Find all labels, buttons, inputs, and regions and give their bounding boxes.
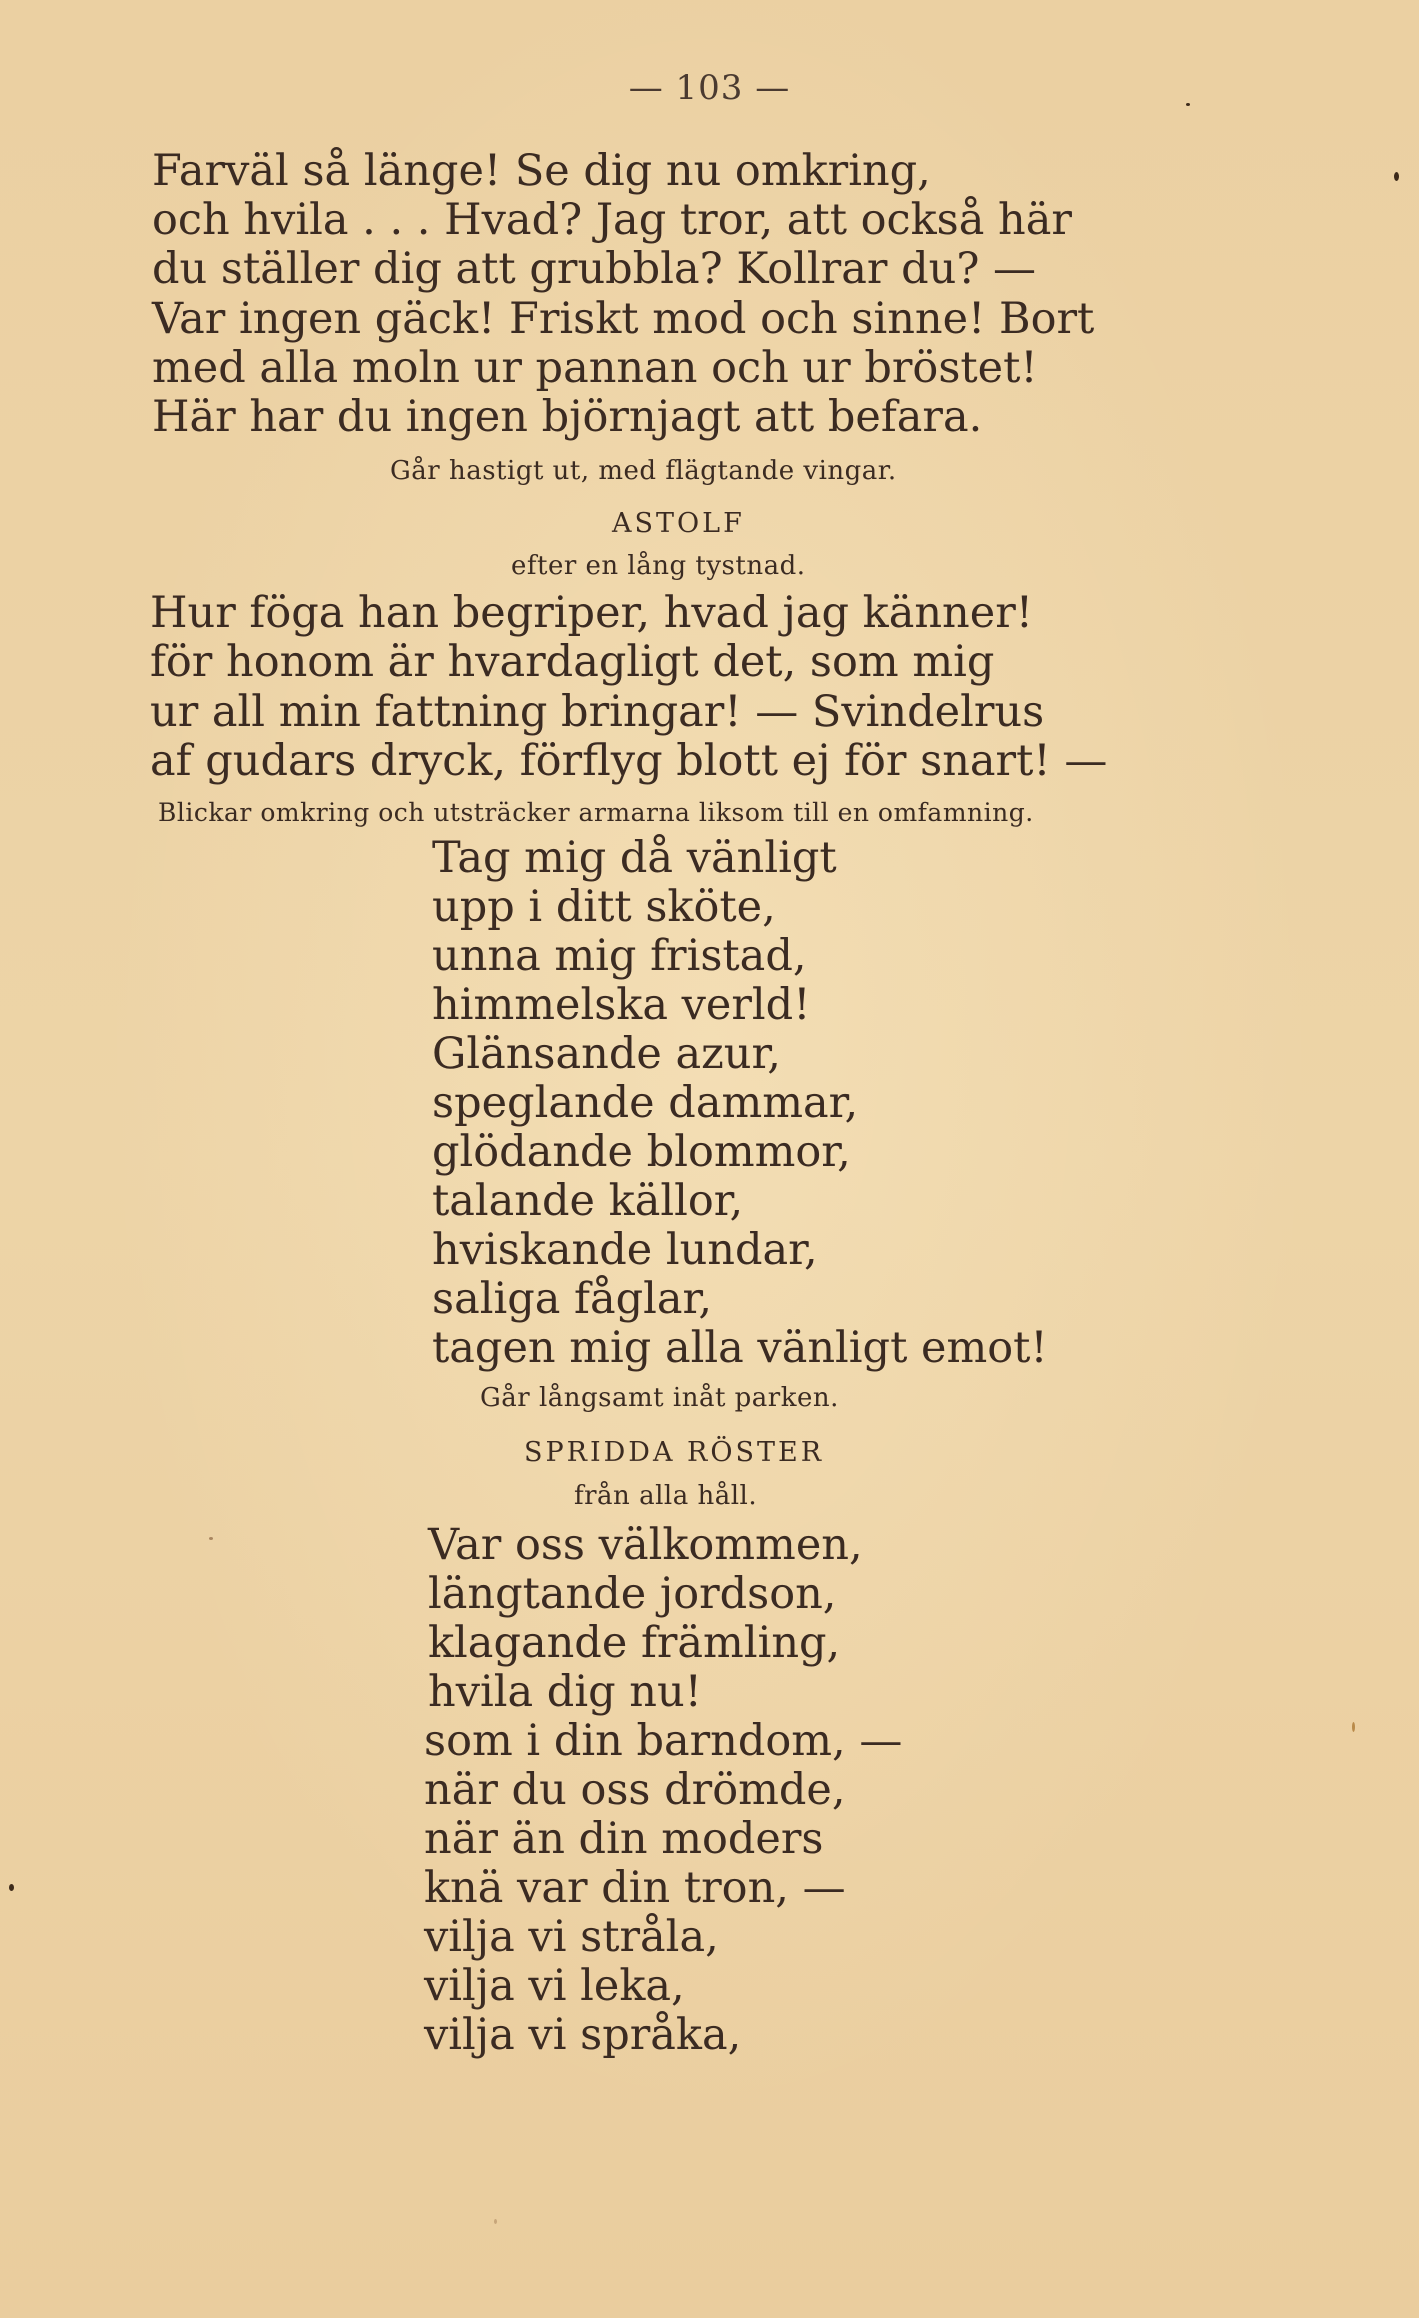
verse-line: vilja vi stråla, (424, 1912, 719, 1962)
verse-line: ur all min fattning bringar! — Svindelrus (150, 687, 1045, 737)
ink-speck (1394, 172, 1399, 181)
ink-speck (1186, 103, 1190, 106)
verse-line: Tag mig då vänligt (432, 833, 837, 883)
verse-line: för honom är hvardagligt det, som mig (150, 637, 995, 687)
verse-line: längtande jordson, (428, 1569, 837, 1619)
ink-speck (1352, 1722, 1355, 1732)
stage-direction: Går hastigt ut, med flägtande vingar. (390, 456, 897, 486)
verse-line: när än din moders (424, 1814, 824, 1864)
verse-line: när du oss drömde, (424, 1765, 846, 1815)
speaker-direction: från alla håll. (574, 1481, 758, 1511)
speaker-direction: efter en lång tystnad. (511, 551, 806, 581)
page-number: — 103 — (628, 68, 791, 108)
ink-speck (209, 1537, 213, 1540)
ink-speck (9, 1884, 14, 1891)
verse-line: du ställer dig att grubbla? Kollrar du? — (152, 244, 1037, 294)
verse-line: saliga fåglar, (432, 1274, 713, 1324)
verse-line: Var oss välkommen, (428, 1520, 863, 1570)
verse-line: med alla moln ur pannan och ur bröstet! (152, 343, 1038, 393)
verse-line: klagande främling, (428, 1618, 841, 1668)
ink-speck (494, 2219, 497, 2224)
verse-line: knä var din tron, — (424, 1863, 846, 1913)
verse-line: upp i ditt sköte, (432, 882, 776, 932)
speaker-name: SPRIDDA RÖSTER (524, 1437, 825, 1468)
verse-line: som i din barndom, — (424, 1716, 903, 1766)
stage-direction: Går långsamt inåt parken. (480, 1383, 839, 1413)
verse-line: vilja vi språka, (424, 2010, 742, 2060)
verse-line: vilja vi leka, (424, 1961, 685, 2011)
verse-line: Glänsande azur, (432, 1029, 781, 1079)
verse-line: himmelska verld! (432, 980, 811, 1030)
verse-line: talande källor, (432, 1176, 744, 1226)
verse-line: Var ingen gäck! Friskt mod och sinne! Bort (152, 294, 1095, 344)
verse-line: Hur föga han begriper, hvad jag känner! (150, 588, 1034, 638)
verse-line: hviskande lundar, (432, 1225, 818, 1275)
verse-line: speglande dammar, (432, 1078, 859, 1128)
speaker-name: ASTOLF (612, 508, 745, 539)
verse-line: af gudars dryck, förflyg blott ej för snart! — (150, 736, 1108, 786)
verse-line: hvila dig nu! (428, 1667, 702, 1717)
verse-line: tagen mig alla vänligt emot! (432, 1323, 1048, 1373)
verse-line: glödande blommor, (432, 1127, 851, 1177)
verse-line: Här har du ingen björnjagt att befara. (152, 392, 983, 442)
verse-line: Farväl så länge! Se dig nu omkring, (152, 146, 931, 196)
stage-direction: Blickar omkring och utsträcker armarna liksom till en omfamning. (158, 798, 1034, 827)
verse-line: unna mig fristad, (432, 931, 807, 981)
verse-line: och hvila . . . Hvad? Jag tror, att också här (152, 195, 1072, 245)
